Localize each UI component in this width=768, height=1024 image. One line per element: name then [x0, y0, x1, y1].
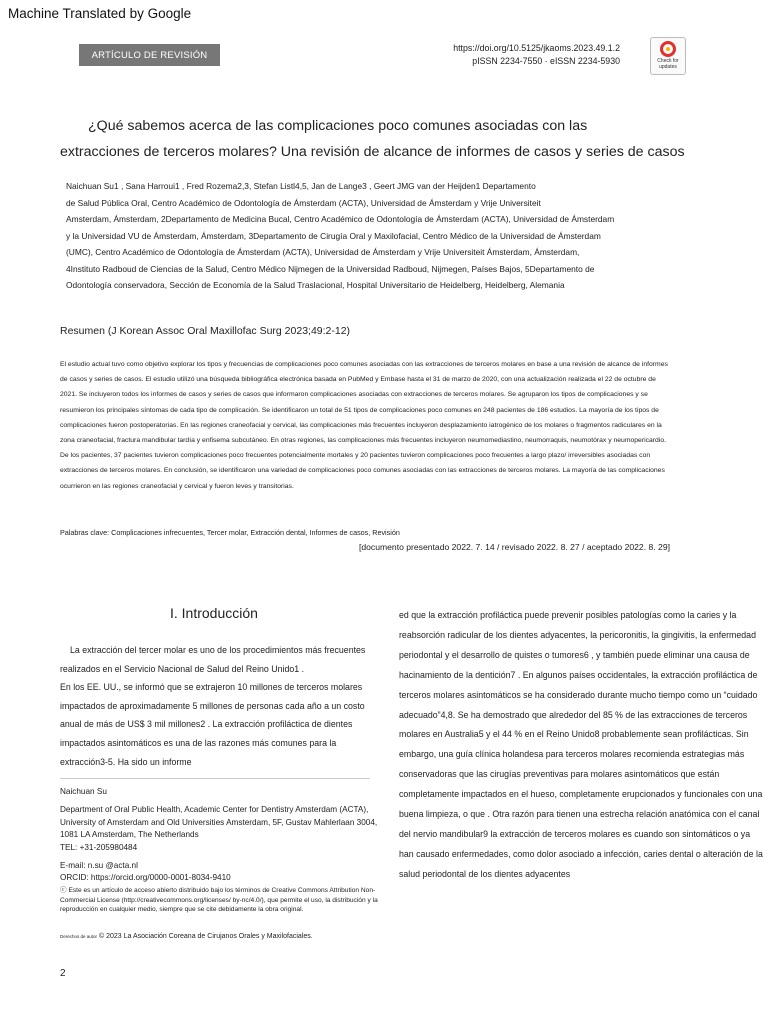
translation-banner: Machine Translated by Google — [8, 6, 192, 21]
copyright-text: © 2023 La Asociación Coreana de Cirujanos Orales y Maxilofaciales. — [98, 933, 313, 940]
keywords: Palabras clave: Complicaciones infrecuentes, Tercer molar, Extracción dental, Informes de casos, Revisión — [60, 528, 400, 537]
copyright-small-label: Derechos de autor — [60, 934, 98, 939]
intro-right-column — [399, 606, 765, 885]
doi-link[interactable]: https://doi.org/10.5125/jkaoms.2023.49.1.2 — [453, 43, 620, 53]
author-line: (UMC), Centro Académico de Odontología de Ámsterdam (ACTA), Universidad de Ámsterdam y Vrije Universiteit Ámsterdam, Ámsterdam, — [66, 247, 580, 257]
abstract-text: El estudio actual tuvo como objetivo explorar los tipos y frecuencias de complicaciones poco comunes asociadas con las extracciones de terceros molares en base a una revisión de alcance de informes de casos y series de casos. El estudio utilizó una búsqueda bibliográfica electrónica basada en PubMed y Embase hasta el 31 de marzo de 2020, con una actualización realizada el 22 de octubre de 2021. Se incluyeron todos los informes de casos y series de casos que informaron complicaciones asociadas con extracciones de terceros molares. Se agruparon los tipos de complicaciones y se resumieron los principales síntomas de cada tipo de complicación. Se identificaron un total de 51 tipos de complicaciones poco comunes en 248 pacientes de 186 estudios. La mayoría de los tipos de complicaciones fueron postoperatorias. En las regiones craneofacial y cervical, las complicaciones más frecuentes incluyeron desplazamiento iatrogénico de los molares o fragmentos radiculares en la zona craneofacial, fractura mandibular tardía y enfisema subcutáneo. En otras regiones, las complicaciones más frecuentes incluyeron neumomediastino, neumorraquis, neumotórax y neumopericardio. De los pacientes, 37 pacientes tuvieron complicaciones poco frecuentes potencialmente mortales y 20 pacientes tuvieron complicaciones poco frecuentes a largo plazo/ irreversibles asociadas con extracciones de terceros molares. En conclusión, se identificaron una variedad de complicaciones poco comunes asociadas con las extracciones de terceros molares. La mayoría de las complicaciones ocurrieron en las regiones craneofacial y cervical y fueron leves y transitorias. — [60, 361, 668, 490]
abstract-heading: Resumen (J Korean Assoc Oral Maxillofac Surg 2023;49:2-12) — [60, 325, 351, 337]
author-line: y la Universidad VU de Ámsterdam, Ámsterdam, 3Departamento de Cirugía Oral y Maxilofacial, Centro Médico de la Universidad de Ámsterdam — [66, 230, 601, 241]
corresponding-author — [60, 786, 378, 885]
article-title — [60, 113, 720, 165]
author-line: Odontología conservadora, Sección de Economía de la Salud Traslacional, Hospital Universitario de Heidelberg, Heidelberg, Alemania — [66, 280, 565, 290]
submission-dates: [documento presentado 2022. 7. 14 / revisado 2022. 8. 27 / aceptado 2022. 8. 29] — [358, 542, 670, 552]
license-text: Este es un artículo de acceso abierto distribuido bajo los términos de Creative Commons Attribution Non-Commercial License (http://creativecommons.org/licenses/ by-nc/4.0/), que permite el uso, la distribución y la reproducción en cualquier medio, siempre que se cite debidamente la obra original. — [60, 887, 378, 913]
corr-name: Naichuan Su — [60, 787, 107, 796]
check-updates-label: Check for updates — [657, 58, 679, 70]
corr-address: Department of Oral Public Health, Academic Center for Dentistry Amsterdam (ACTA), University of Amsterdam and Old Universities Amsterdam, 5F, Gustav Mahlerlaan 3004, 1081 LA Amsterdam, The Netherlands — [60, 805, 378, 840]
page-number: 2 — [60, 968, 66, 979]
author-line: 4Instituto Radboud de Ciencias de la Salud, Centro Médico Nijmegen de la Universidad Radboud, Nijmegen, Países Bajos, 5Departamento de — [66, 263, 595, 274]
title-line-1: ¿Qué sabemos acerca de las complicaciones poco comunes asociadas con las — [88, 118, 588, 134]
intro-paragraph: ed que la extracción profiláctica puede prevenir posibles patologías como la caries y la reabsorción radicular de los dientes adyacentes, la pericoronitis, la gingivitis, la enfermedad periodontal y el desarrollo de quistes o tumores6 , y también puede eliminar una causa de hacinamiento de la dentición7 . En algunos países occidentales, la extracción profiláctica de terceros molares asintomáticos se ha considerado durante mucho tiempo como un “cuidado adecuado”4,8. Se ha demostrado que alrededor del 85 % de las extracciones de terceros molares en Australia5 y el 44 % en el Reino Unido8 probablemente sean profilácticas. Sin embargo, una guía clínica holandesa para terceros molares recomienda estrategias más conservadoras que las cirugías preventivas para molares asintomáticos que están completamente impactados en el hueso, completamente erupcionados y funcionales con una buena limpieza, o que . Otra razón para tienen una estrecha relación anatómica con el canal del nervio mandibular9 la extracción de terceros molares es cuando son sintomáticos o ya han causado enfermedades, como dolor asociado a infección, caries dental o alteración de la salud periodontal de los dientes adyacentes — [399, 610, 763, 879]
corr-orcid[interactable]: ORCID: https://orcid.org/0000-0001-8034-9410 — [60, 873, 231, 883]
corr-email[interactable]: E-mail: n.su @acta.nl — [60, 861, 138, 871]
footnote-divider — [60, 778, 370, 779]
article-type-badge: ARTÍCULO DE REVISIÓN — [79, 44, 220, 66]
issn-text: pISSN 2234-7550 · eISSN 2234-5930 — [472, 56, 620, 66]
license-notice — [60, 886, 378, 915]
author-line: Amsterdam, Ámsterdam, 2Departamento de Medicina Bucal, Centro Académico de Odontología de Ámsterdam (ACTA), Universidad de Ámsterdam — [66, 214, 615, 224]
authors-affiliations — [66, 178, 676, 294]
cc-icon: ⓒ — [60, 887, 69, 894]
intro-paragraph: En los EE. UU., se informó que se extrajeron 10 millones de terceros molares impactados de aproximadamente 5 millones de personas cada año a un costo anual de más de US$ 3 mil millones2 . La extracción profiláctica de dientes impactados asintomáticos es una de las razones más comunes para la extracción3-5. Ha sido un informe — [60, 682, 365, 767]
corr-tel: TEL: +31-205980484 — [60, 842, 138, 852]
introduction-heading: I. Introducción — [170, 605, 258, 621]
check-updates-icon — [660, 41, 676, 57]
title-line-2: extracciones de terceros molares? Una revisión de alcance de informes de casos y series de casos — [60, 144, 685, 160]
author-line: de Salud Pública Oral, Centro Académico de Odontología de Ámsterdam (ACTA), Universidad de Ámsterdam y Vrije Universiteit — [66, 197, 541, 208]
intro-paragraph: La extracción del tercer molar es uno de los procedimientos más frecuentes realizados en el Servicio Nacional de Salud del Reino Unido1 . — [60, 645, 366, 674]
copyright-line — [60, 933, 313, 940]
doi-block — [453, 42, 620, 68]
author-line: Naichuan Su1 , Sana Harroui1 , Fred Rozema2,3, Stefan Listl4,5, Jan de Lange3 , Geert JMG van der Heijden1 Departamento — [66, 181, 536, 191]
intro-left-column — [60, 641, 378, 771]
check-for-updates-button[interactable] — [650, 37, 686, 75]
